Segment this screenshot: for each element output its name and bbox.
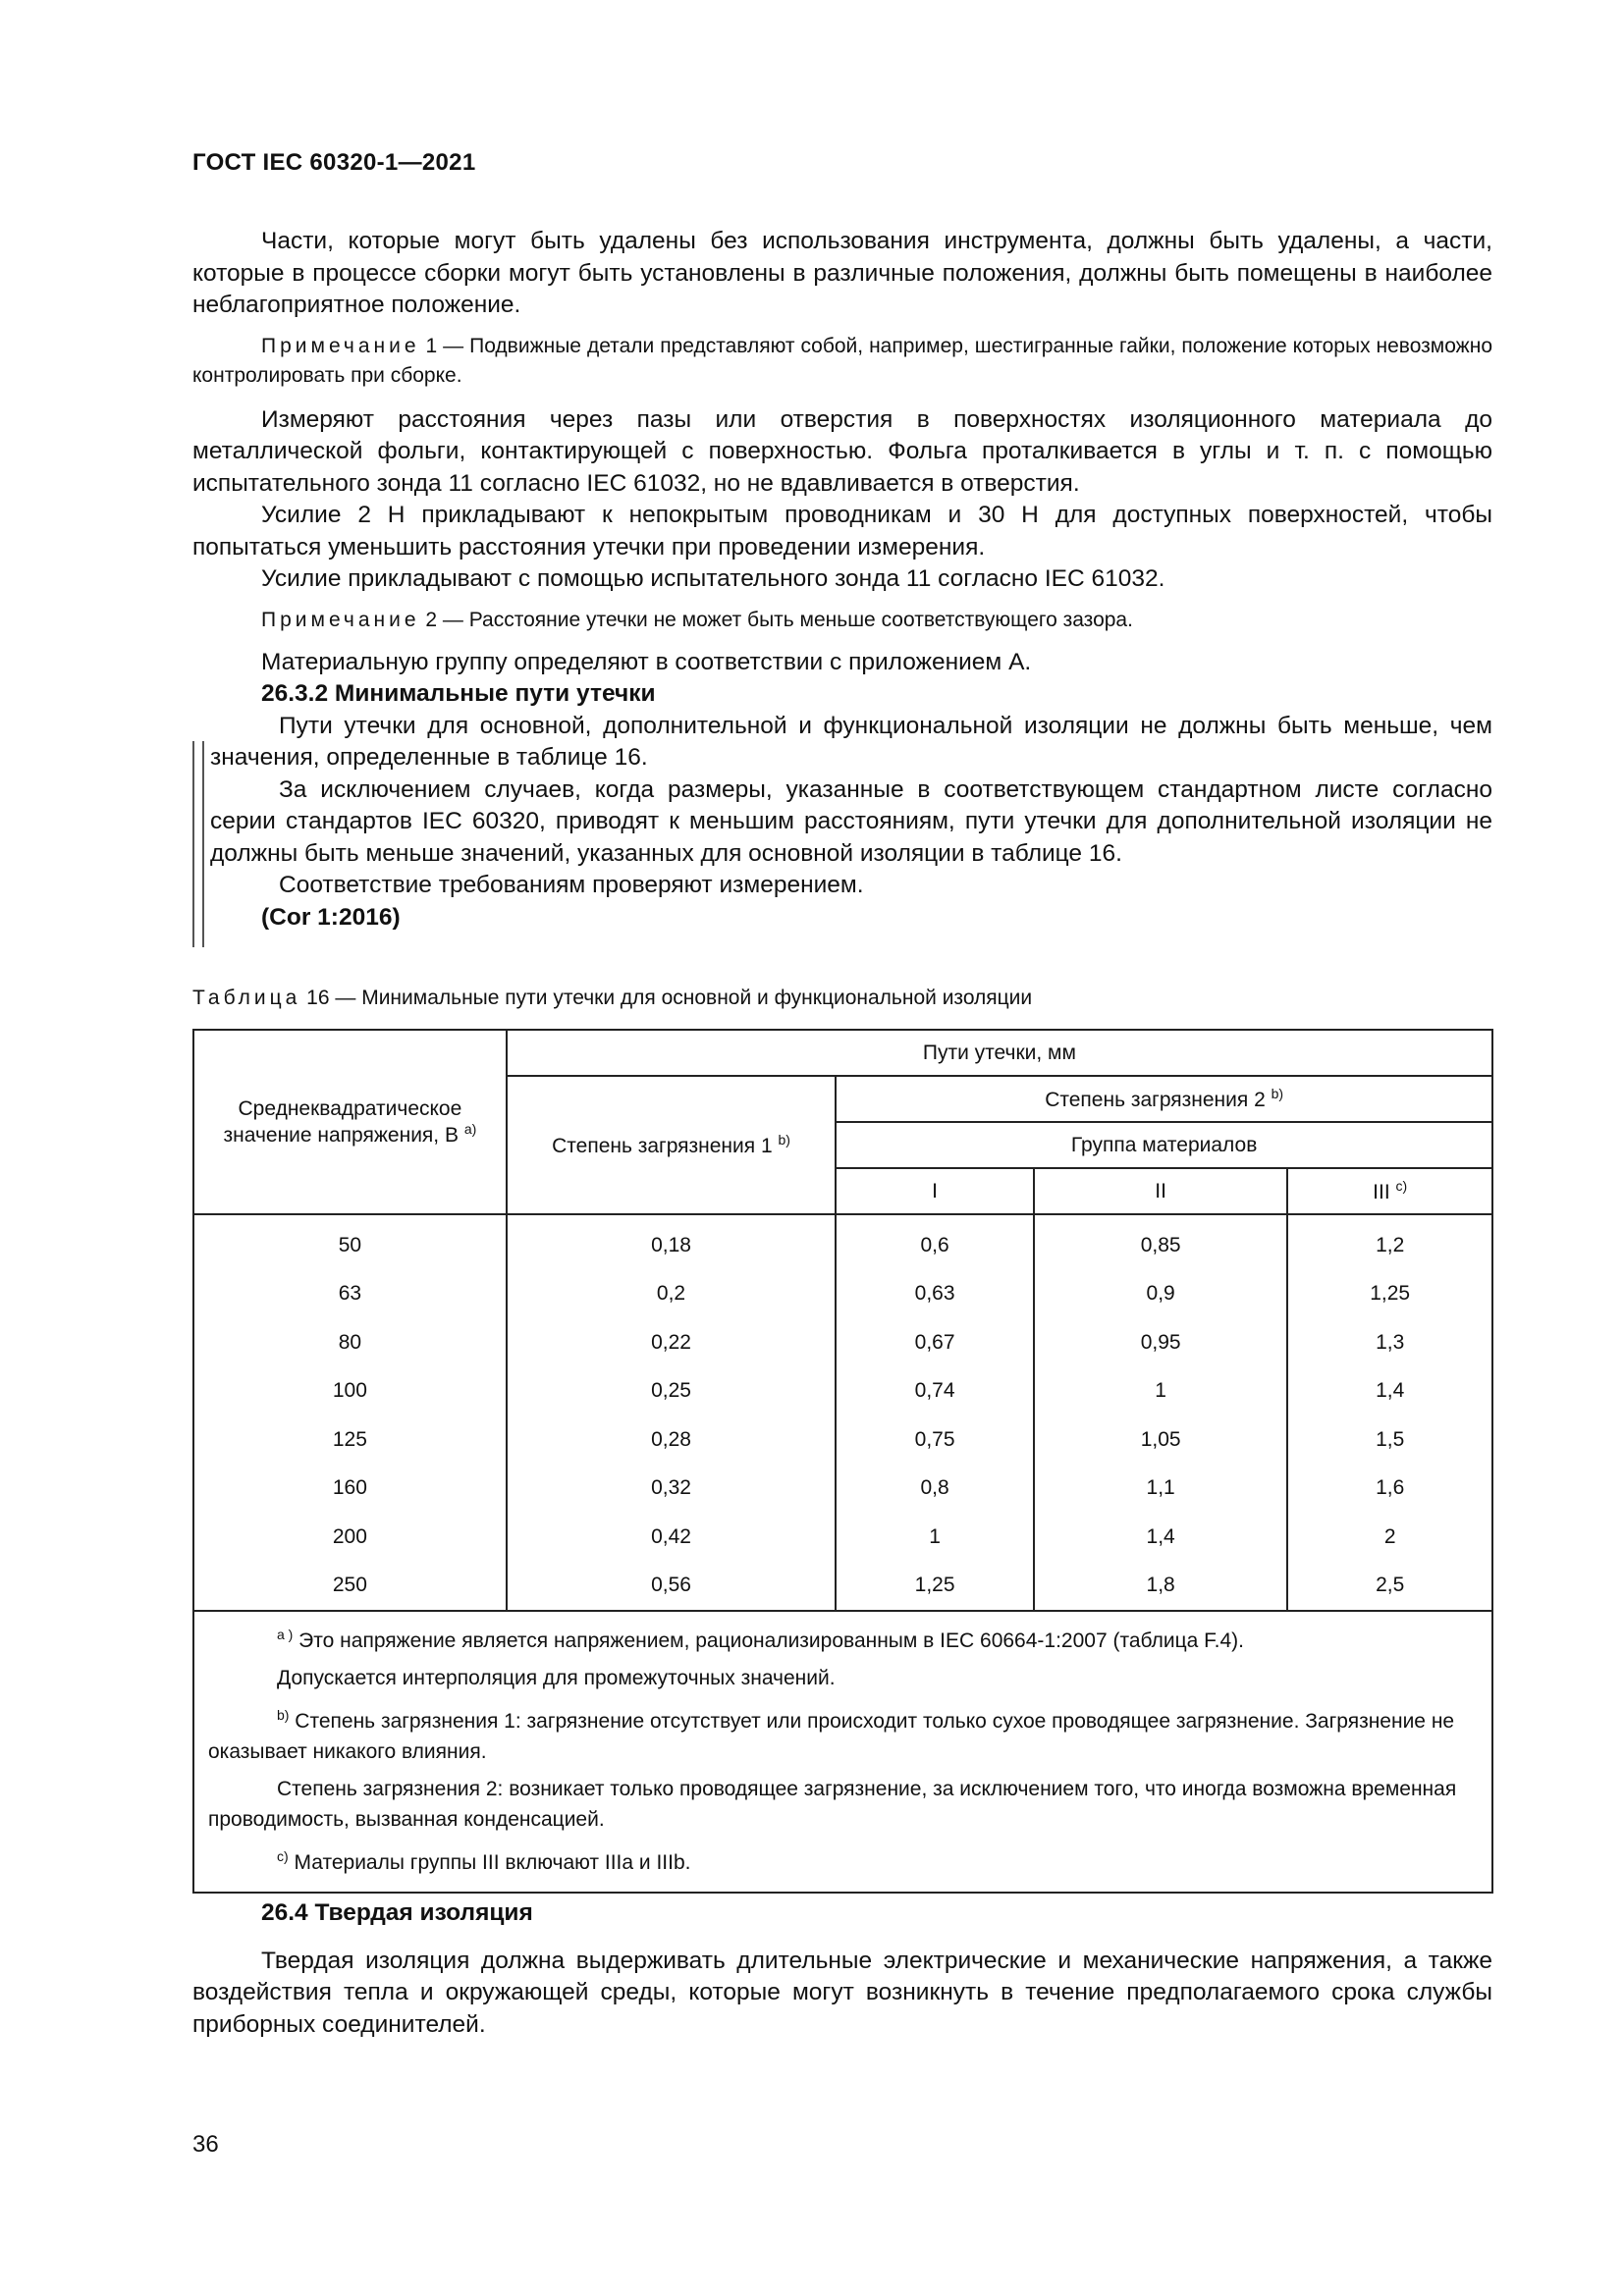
table-cell: 0,85 — [1034, 1214, 1287, 1270]
note-2 — [192, 606, 1492, 635]
table-cell: 0,67 — [836, 1318, 1034, 1367]
paragraph: Пути утечки для основной, дополнительной и функциональной изоляции не должны быть меньше, чем значения, определенные в таблице 16. — [210, 712, 1492, 771]
paragraph: Части, которые могут быть удалены без использования инструмента, должны быть удалены, а части, которые в процессе сборки могут быть установлены в различные положения, должны быть помещены в наиболее неблагоприятное положение. — [192, 228, 1492, 318]
table-caption-text: 16 — Минимальные пути утечки для основной и функциональной изоляции — [300, 987, 1033, 1009]
table-header-row — [193, 1030, 1492, 1076]
table-row — [193, 1562, 1492, 1612]
table-cell: 0,9 — [1034, 1270, 1287, 1319]
table-cell: 0,75 — [836, 1415, 1034, 1465]
footnote-c: $^{c)}$ Материалы группы III включают IIIa и IIIb. — [277, 1848, 691, 1874]
paragraph: Твердая изоляция должна выдерживать длительные электрические и механические напряжения, а также воздействия тепла и окружающей среды, которые могут возникнуть в течение предполагаемого срока службы приборных соединителей. — [192, 1947, 1492, 2038]
table-cell: 50 — [193, 1214, 507, 1270]
table-cell: 250 — [193, 1562, 507, 1612]
table-cell: 0,18 — [507, 1214, 836, 1270]
footnote-b: $^{b)}$ Степень загрязнения 1: загрязнение отсутствует или происходит только сухое проводящее загрязнение. Загрязнение не оказывает никакого влияния. — [208, 1707, 1455, 1763]
paragraph: За исключением случаев, когда размеры, указанные в соответствующем стандартном листе согласно серии стандартов IEC 60320, приводят к меньшим расстояниям, пути утечки для дополнительной изоляции не должны быть меньше значений, указанных для основной изоляции в таблице 16. — [210, 775, 1492, 867]
table-cell: 1,2 — [1287, 1214, 1492, 1270]
note-text: 2 — Расстояние утечки не может быть меньше соответствующего зазора. — [419, 608, 1133, 631]
table-cell: 1,05 — [1034, 1415, 1287, 1465]
footnote-a: $^{a )}$ Это напряжение является напряжением, рационализированным в IEC 60664-1:2007 (таблица F.4). — [277, 1627, 1244, 1652]
table-cell: 0,74 — [836, 1367, 1034, 1416]
section-heading: 26.4 Твердая изоляция — [261, 1899, 533, 1926]
table-row — [193, 1513, 1492, 1562]
corrigendum-ref: (Cor 1:2016) — [261, 903, 401, 931]
section-text-top — [192, 226, 1492, 934]
table-cell: 2 — [1287, 1513, 1492, 1562]
amended-block — [192, 711, 1492, 902]
header-creepage: Пути утечки, мм — [507, 1030, 1492, 1076]
header-group-3: III $^{c)}$ — [1287, 1168, 1492, 1214]
table-cell: 0,28 — [507, 1415, 836, 1465]
table-cell: 100 — [193, 1367, 507, 1416]
document-header: ГОСТ IEC 60320-1—2021 — [192, 149, 476, 176]
table-cell: 0,63 — [836, 1270, 1034, 1319]
paragraph: Усилие 2 Н прикладывают к непокрытым проводникам и 30 Н для доступных поверхностей, чтобы попытаться уменьшить расстояния утечки при проведении измерения. — [192, 502, 1492, 561]
table-cell: 1,25 — [1287, 1270, 1492, 1319]
page-number: 36 — [192, 2131, 219, 2158]
table-cell: 125 — [193, 1415, 507, 1465]
footnote-b-cont: Степень загрязнения 2: возникает только проводящее загрязнение, за исключением того, что иногда возможна временная проводимость, вызванная конденсацией. — [208, 1778, 1457, 1831]
table-cell: 0,2 — [507, 1270, 836, 1319]
table-row — [193, 1318, 1492, 1367]
table-row — [193, 1270, 1492, 1319]
change-bar — [192, 741, 204, 947]
table-caption — [192, 987, 1032, 1010]
header-pd1: Степень загрязнения 1 $^{b)}$ — [507, 1076, 836, 1214]
note-1 — [192, 332, 1492, 391]
table-row — [193, 1367, 1492, 1416]
note-text: 1 — Подвижные детали представляют собой, например, шестигранные гайки, положение которых невозможно контролировать при сборке. — [192, 334, 1492, 387]
table-footnotes — [193, 1611, 1492, 1893]
table-cell: 1,25 — [836, 1562, 1034, 1612]
table-cell: 63 — [193, 1270, 507, 1319]
table-cell: 0,22 — [507, 1318, 836, 1367]
table-cell: 80 — [193, 1318, 507, 1367]
header-material-group: Группа материалов — [836, 1122, 1492, 1168]
footnote-a-cont: Допускается интерполяция для промежуточных значений. — [277, 1667, 836, 1689]
paragraph: Материальную группу определяют в соответствии с приложением А. — [261, 648, 1032, 675]
table-cell: 2,5 — [1287, 1562, 1492, 1612]
header-group-2: II — [1034, 1168, 1287, 1214]
section-text-bottom — [192, 1897, 1492, 2041]
table-16 — [192, 1029, 1493, 1894]
note-label: Примечание — [261, 608, 420, 631]
note-label: Примечание — [261, 334, 420, 357]
section-heading: 26.3.2 Минимальные пути утечки — [261, 680, 656, 707]
paragraph: Измеряют расстояния через пазы или отверстия в поверхностях изоляционного материала до металлической фольги, контактирующей с поверхностью. Фольга проталкивается в углы и т. п. с помощью испытательного зонда 11 согласно IEC 61032, но не вдавливается в отверстия. — [192, 405, 1492, 497]
table-cell: 1,5 — [1287, 1415, 1492, 1465]
header-group-1: I — [836, 1168, 1034, 1214]
header-pd2: Степень загрязнения 2 $^{b)}$ — [836, 1076, 1492, 1122]
paragraph: Усилие прикладывают с помощью испытательного зонда 11 согласно IEC 61032. — [261, 565, 1165, 592]
table-cell: 160 — [193, 1465, 507, 1514]
table-cell: 0,42 — [507, 1513, 836, 1562]
table-cell: 1,8 — [1034, 1562, 1287, 1612]
header-voltage: Среднеквадратическое значение напряжения, В $^{a)}$ — [193, 1030, 507, 1214]
table-row — [193, 1465, 1492, 1514]
table-cell: 1,1 — [1034, 1465, 1287, 1514]
table-cell: 1,3 — [1287, 1318, 1492, 1367]
table-cell: 0,6 — [836, 1214, 1034, 1270]
table-cell: 1,4 — [1034, 1513, 1287, 1562]
paragraph: Соответствие требованиям проверяют измерением. — [279, 872, 864, 898]
table-footnotes-row — [193, 1611, 1492, 1893]
table-cell: 1,6 — [1287, 1465, 1492, 1514]
table-cell: 200 — [193, 1513, 507, 1562]
table-caption-label: Таблица — [192, 987, 301, 1009]
table-cell: 0,25 — [507, 1367, 836, 1416]
table-row — [193, 1214, 1492, 1270]
table-row — [193, 1415, 1492, 1465]
table-cell: 1 — [1034, 1367, 1287, 1416]
table-cell: 0,56 — [507, 1562, 836, 1612]
table-cell: 1,4 — [1287, 1367, 1492, 1416]
table-cell: 0,8 — [836, 1465, 1034, 1514]
table-cell: 0,95 — [1034, 1318, 1287, 1367]
table-cell: 1 — [836, 1513, 1034, 1562]
table-cell: 0,32 — [507, 1465, 836, 1514]
